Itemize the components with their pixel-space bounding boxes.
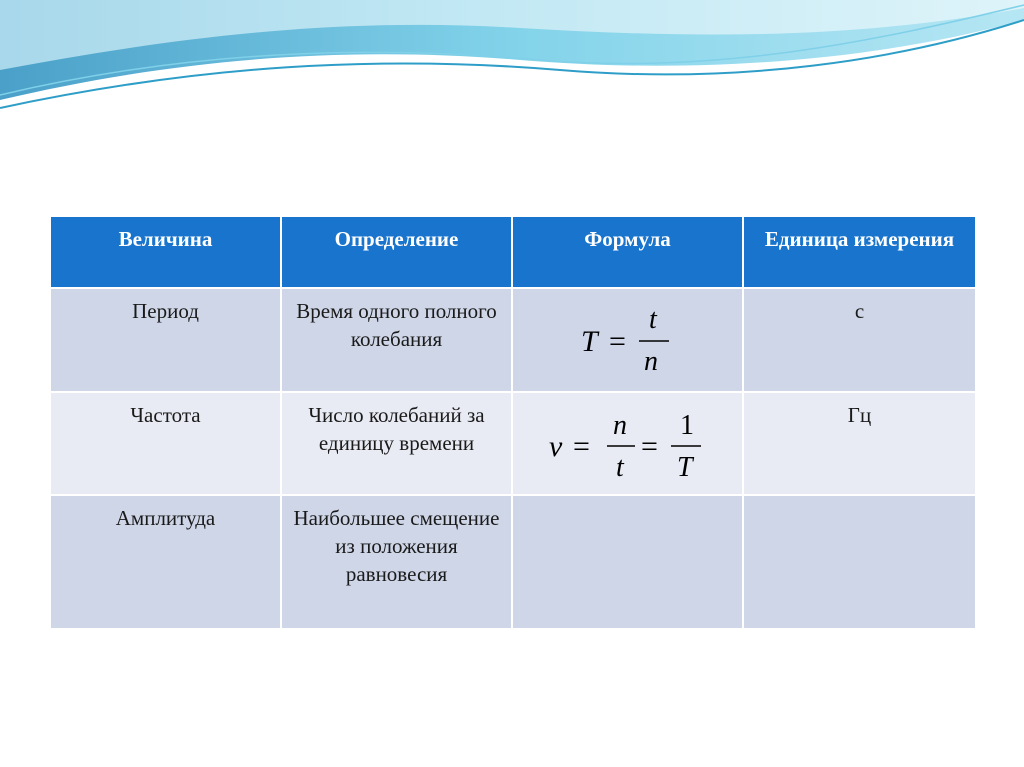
cell-definition: Время одного полного колебания [281,288,512,392]
header-quantity: Величина [50,216,281,288]
cell-definition: Наибольшее смещение из положения равновесия [281,495,512,629]
period-formula [573,300,683,380]
formula-den-t: t [615,451,624,483]
formula-num-t: t [648,304,657,335]
cell-formula-frequency [512,392,743,495]
formula-equals: = [572,429,590,463]
formula-den-n: n [643,346,658,377]
quantities-table [49,215,977,630]
cell-quantity: Период [50,288,281,392]
header-formula: Формула [512,216,743,288]
table-row [50,495,976,629]
cell-quantity: Частота [50,392,281,495]
cell-unit: с [743,288,976,392]
table-row [50,288,976,392]
formula-equals: = [608,325,626,358]
formula-den-T: T [676,451,693,483]
header-row [50,216,976,288]
formula-equals-2: = [640,429,658,463]
formula-num-n: n [612,409,627,441]
formula-lhs-T: T [580,325,598,358]
cell-quantity: Амплитуда [50,495,281,629]
cell-formula-period [512,288,743,392]
table-row [50,392,976,495]
header-definition: Определение [281,216,512,288]
cell-formula [512,495,743,629]
cell-unit [743,495,976,629]
cell-unit: Гц [743,392,976,495]
header-unit: Единица измерения [743,216,976,288]
decorative-wave [0,0,1024,120]
frequency-formula [543,402,713,486]
formula-num-1: 1 [679,409,694,441]
formula-lhs-nu: ν [548,429,562,463]
cell-definition: Число колебаний за единицу времени [281,392,512,495]
